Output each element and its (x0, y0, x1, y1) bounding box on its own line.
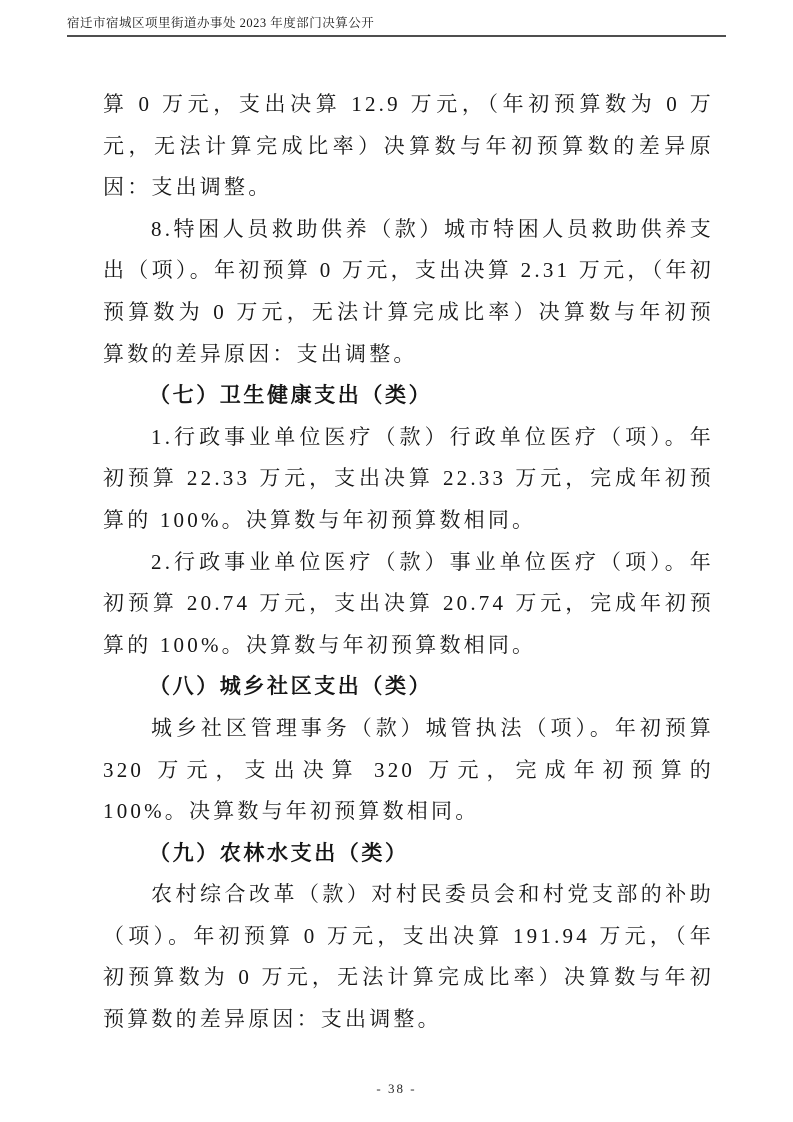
section-heading-7-health: （七）卫生健康支出（类） (149, 383, 433, 408)
body-paragraph-urban-rural: 城乡社区管理事务（款）城管执法（项）。年初预算 320 万元，支出决算 320 万元，完成年初预算的 100%。决算数与年初预算数相同。 (103, 715, 714, 824)
body-paragraph-item-8: 8.特困人员救助供养（款）城市特困人员救助供养支出（项）。年初预算 0 万元，支出决算 2.31 万元，（年初预算数为 0 万元，无法计算完成比率）决算数与年初预算数的差异原因：支出调整。 (103, 216, 714, 366)
body-paragraph-health-2: 2.行政事业单位医疗（款）事业单位医疗（项）。年初预算 20.74 万元，支出决算 20.74 万元，完成年初预算的 100%。决算数与年初预算数相同。 (103, 549, 714, 657)
section-heading-9-agriculture: （九）农林水支出（类） (149, 840, 409, 865)
document-body (103, 84, 714, 1041)
body-paragraph-health-1: 1.行政事业单位医疗（款）行政单位医疗（项）。年初预算 22.33 万元，支出决算 22.33 万元，完成年初预算的 100%。决算数与年初预算数相同。 (103, 424, 714, 532)
body-paragraph-agriculture: 农村综合改革（款）对村民委员会和村党支部的补助（项）。年初预算 0 万元，支出决算 191.94 万元，（年初预算数为 0 万元，无法计算完成比率）决算数与年初预算数的差异原因：支出调整。 (103, 882, 714, 1032)
document-header (67, 0, 726, 37)
page-footer (0, 1080, 793, 1098)
section-heading-8-urban-rural: （八）城乡社区支出（类） (149, 674, 433, 699)
body-paragraph-continuation: 算 0 万元，支出决算 12.9 万元，（年初预算数为 0 万元，无法计算完成比率）决算数与年初预算数的差异原因：支出调整。 (103, 92, 714, 200)
header-title: 宿迁市宿城区项里街道办事处 2023 年度部门决算公开 (67, 16, 375, 30)
page-number: - 38 - (376, 1081, 417, 1096)
